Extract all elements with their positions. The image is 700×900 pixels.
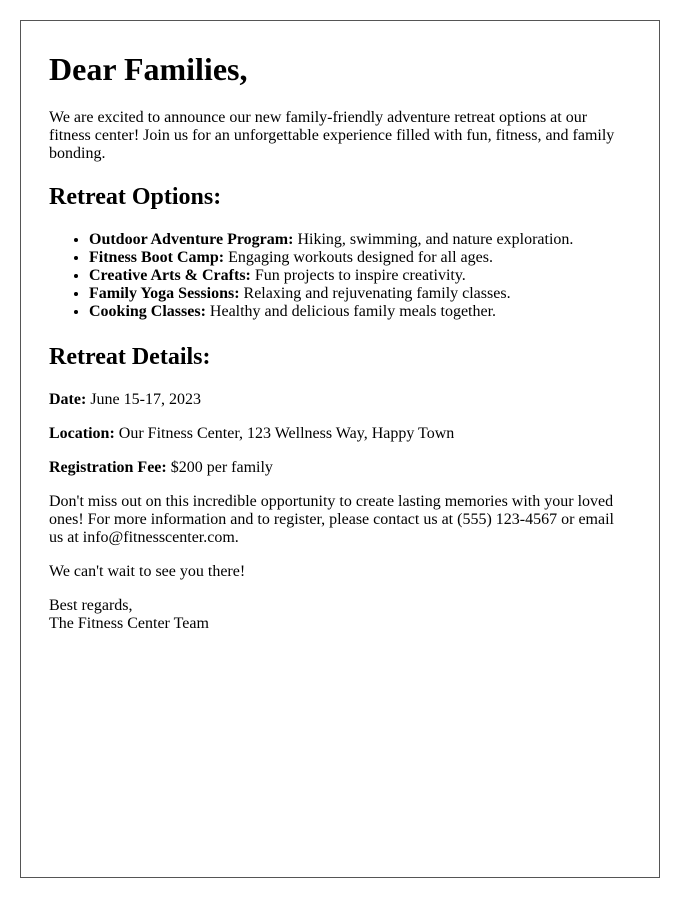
list-item <box>89 303 631 321</box>
letter-page <box>20 20 660 878</box>
list-item <box>89 285 631 303</box>
fee-line <box>49 459 631 477</box>
list-item <box>89 267 631 285</box>
option-desc: Engaging workouts designed for all ages. <box>224 249 493 266</box>
retreat-options-list <box>49 231 631 321</box>
option-desc: Fun projects to inspire creativity. <box>250 267 466 284</box>
intro-paragraph: We are excited to announce our new family-friendly adventure retreat options at our fitness center! Join us for an unforgettable experience filled with fun, fitness, and family bonding. <box>49 109 615 162</box>
date-label: Date: <box>49 391 87 408</box>
fee-value: $200 per family <box>166 459 273 476</box>
option-name: Outdoor Adventure Program: <box>89 231 294 248</box>
option-desc: Relaxing and rejuvenating family classes. <box>239 285 511 302</box>
location-value: Our Fitness Center, 123 Wellness Way, Happy Town <box>114 425 455 442</box>
location-line <box>49 425 631 443</box>
option-desc: Hiking, swimming, and nature exploration. <box>293 231 574 248</box>
signoff-regards: Best regards, <box>49 597 133 614</box>
list-item <box>89 249 631 267</box>
date-value: June 15-17, 2023 <box>86 391 201 408</box>
retreat-options-heading: Retreat Options: <box>49 184 222 210</box>
option-name: Fitness Boot Camp: <box>89 249 225 266</box>
location-label: Location: <box>49 425 115 442</box>
option-name: Creative Arts & Crafts: <box>89 267 251 284</box>
signoff-team: The Fitness Center Team <box>49 615 209 632</box>
list-item <box>89 231 631 249</box>
date-line <box>49 391 631 409</box>
fee-label: Registration Fee: <box>49 459 167 476</box>
signoff-block <box>49 597 631 633</box>
option-desc: Healthy and delicious family meals together. <box>205 303 497 320</box>
see-you-line: We can't wait to see you there! <box>49 563 246 580</box>
retreat-details-heading: Retreat Details: <box>49 344 211 370</box>
option-name: Family Yoga Sessions: <box>89 285 240 302</box>
option-name: Cooking Classes: <box>89 303 206 320</box>
greeting-heading: Dear Families, <box>49 51 248 87</box>
cta-paragraph: Don't miss out on this incredible opportunity to create lasting memories with your loved ones! For more information and to register, please contact us at (555) 123-4567 or email us at info@fitnesscenter.com. <box>49 493 614 546</box>
